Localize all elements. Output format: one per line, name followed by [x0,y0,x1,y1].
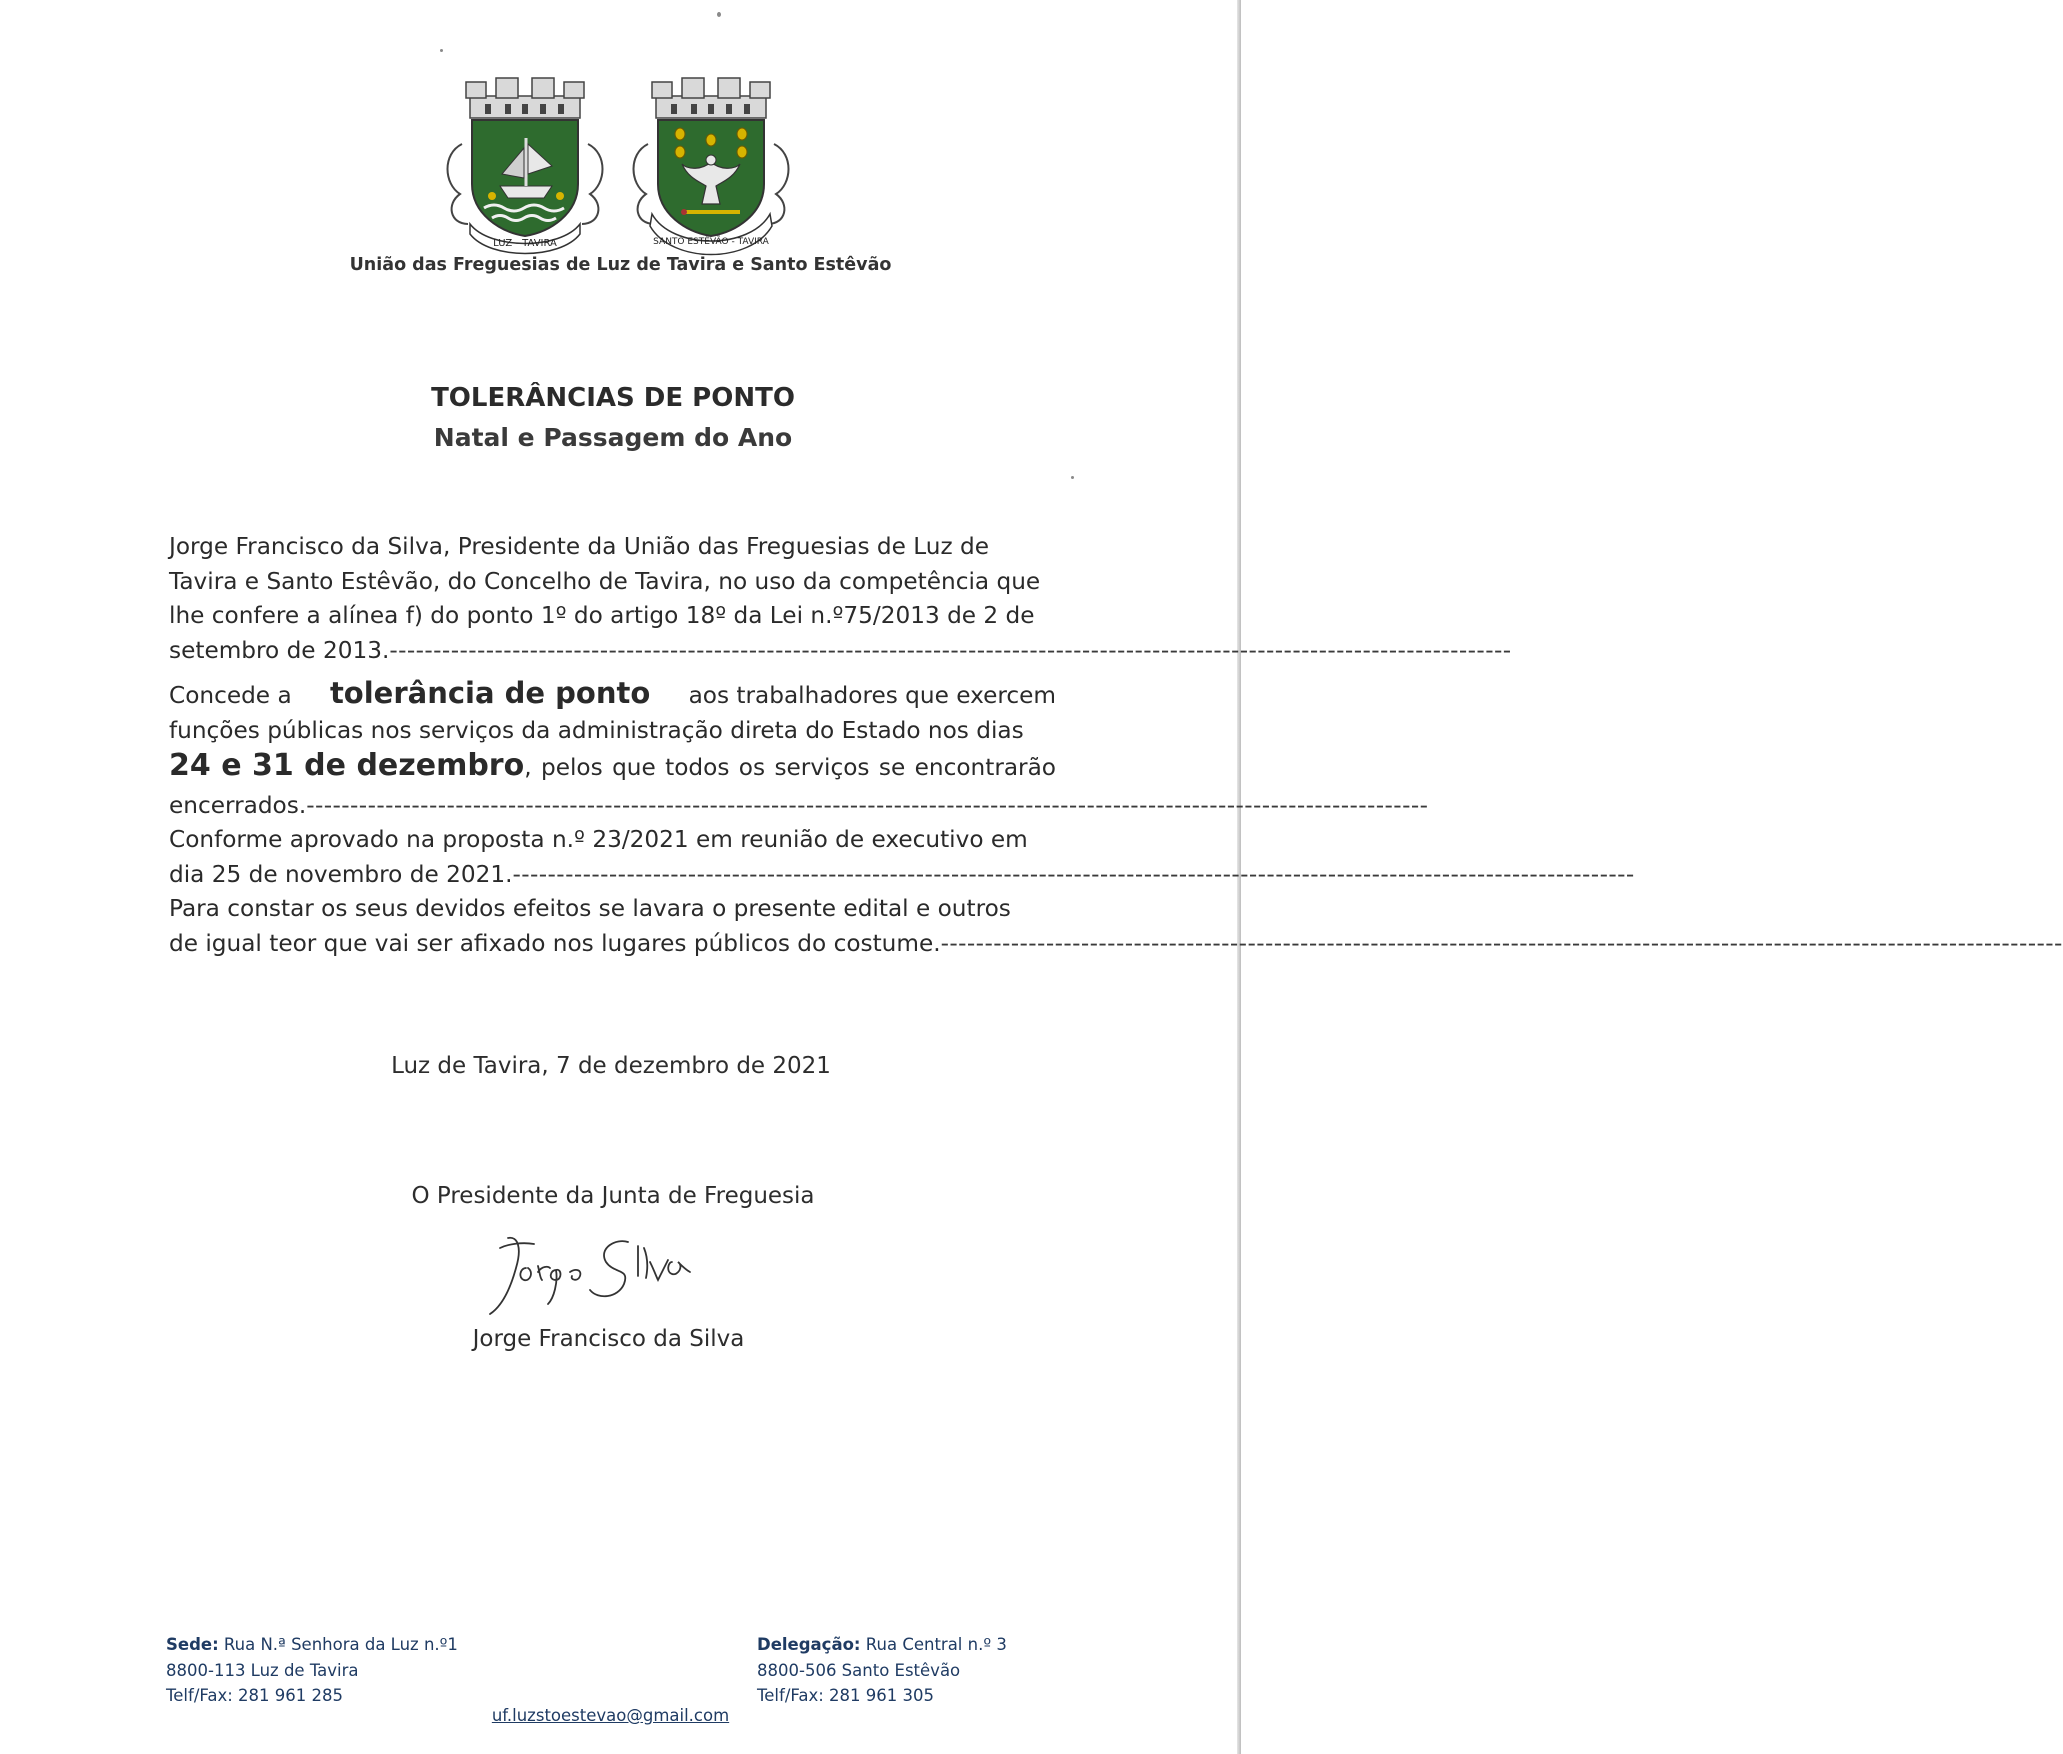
text-span: dia 25 de novembro de 2021. [169,860,513,888]
text-span: setembro de 2013. [169,636,390,664]
paragraph-preamble [169,530,1512,668]
santo-estevao-crest [622,74,800,252]
text-span: lhe confere a alínea f) do ponto 1º do artigo 18º da Lei n.º75/2013 de 2 de [169,602,1035,629]
text-span: Jorge Francisco da Silva, Presidente da União das Freguesias de Luz de [169,533,989,560]
document-title: TOLERÂNCIAS DE PONTO [431,383,795,413]
text-span: de igual teor que vai ser afixado nos lugares públicos do costume. [169,929,941,957]
svg-text:LUZ - TAVIRA: LUZ - TAVIRA [493,238,557,249]
paragraph-posting [169,892,2063,961]
delegacao-phone: Telf/Fax: 281 961 305 [757,1686,935,1705]
text-span: Para constar os seus devidos efeitos se lavara o presente edital e outros [169,895,1011,922]
organization-name: União das Freguesias de Luz de Tavira e Santo Estêvão [349,255,892,275]
highlight-dates: 24 e 31 de dezembro [169,747,525,783]
text-line [169,565,1056,600]
text-span: Tavira e Santo Estêvão, do Concelho de Tavira, no uso da competência que [169,567,1041,595]
text-line [169,634,1512,669]
footer-email [0,1706,1221,1725]
text-line [169,892,1056,927]
signer-name: Jorge Francisco da Silva [472,1326,745,1352]
dash-filler: -------------------------------------------------------------------------------------------------------------------------------- [306,791,1429,819]
text-line [169,530,1056,565]
sede-address: Rua N.ª Senhora da Luz n.º1 [218,1635,458,1654]
email-link[interactable]: uf.luzstoestevao@gmail.com [491,1706,730,1725]
text-line [169,789,1429,824]
text-span: Conforme aprovado na proposta n.º 23/2021 em reunião de executivo em [169,826,1028,853]
text-span: funções públicas nos serviços da administração direta do Estado nos dias [169,717,1024,744]
dash-filler: -------------------------------------------------------------------------------------------------------------------------------- [512,860,1635,888]
text-span: aos trabalhadores que exercem [688,682,1056,709]
delegacao-postal: 8800-506 Santo Estêvão [757,1660,961,1680]
delegacao-address-line [757,1632,1007,1658]
paragraph-approval [169,823,1635,892]
highlight-tolerancia: tolerância de ponto [329,676,651,710]
handwritten-signature [478,1228,708,1318]
sede-postal: 8800-113 Luz de Tavira [166,1660,359,1680]
delegacao-label: Delegação: [757,1635,861,1654]
text-line [169,858,1635,893]
text-line [169,749,1056,789]
scan-speck [717,12,721,17]
scan-speck [440,49,443,52]
footer-delegacao [757,1632,1007,1709]
scan-speck [1071,476,1074,479]
dash-filler: -------------------------------------------------------------------------------------------------------------------------------- [940,929,2063,957]
text-line [169,599,1056,634]
text-span: encerrados. [169,791,307,819]
text-span: , pelos que todos os serviços se encontrarão [524,753,1056,781]
text-line [169,676,1056,714]
sede-address-line [166,1632,458,1658]
edict-body [169,530,2063,961]
coats-of-arms [440,74,800,252]
delegacao-address: Rua Central n.º 3 [860,1635,1007,1654]
text-line [169,927,2063,962]
dash-filler: -------------------------------------------------------------------------------------------------------------------------------- [389,636,1512,664]
signer-role: O Presidente da Junta de Freguesia [411,1183,815,1209]
sede-label: Sede: [166,1635,219,1654]
text-line [169,823,1056,858]
text-span: Concede a [169,682,292,709]
paragraph-concession [169,676,1429,823]
sede-phone: Telf/Fax: 281 961 285 [166,1686,344,1705]
svg-text:SANTO ESTÊVÃO - TAVIRA: SANTO ESTÊVÃO - TAVIRA [653,237,769,247]
place-and-date: Luz de Tavira, 7 de dezembro de 2021 [391,1053,831,1079]
luz-tavira-crest [440,74,610,252]
text-line [169,714,1056,749]
footer-sede [166,1632,458,1709]
document-subtitle: Natal e Passagem do Ano [433,423,793,452]
